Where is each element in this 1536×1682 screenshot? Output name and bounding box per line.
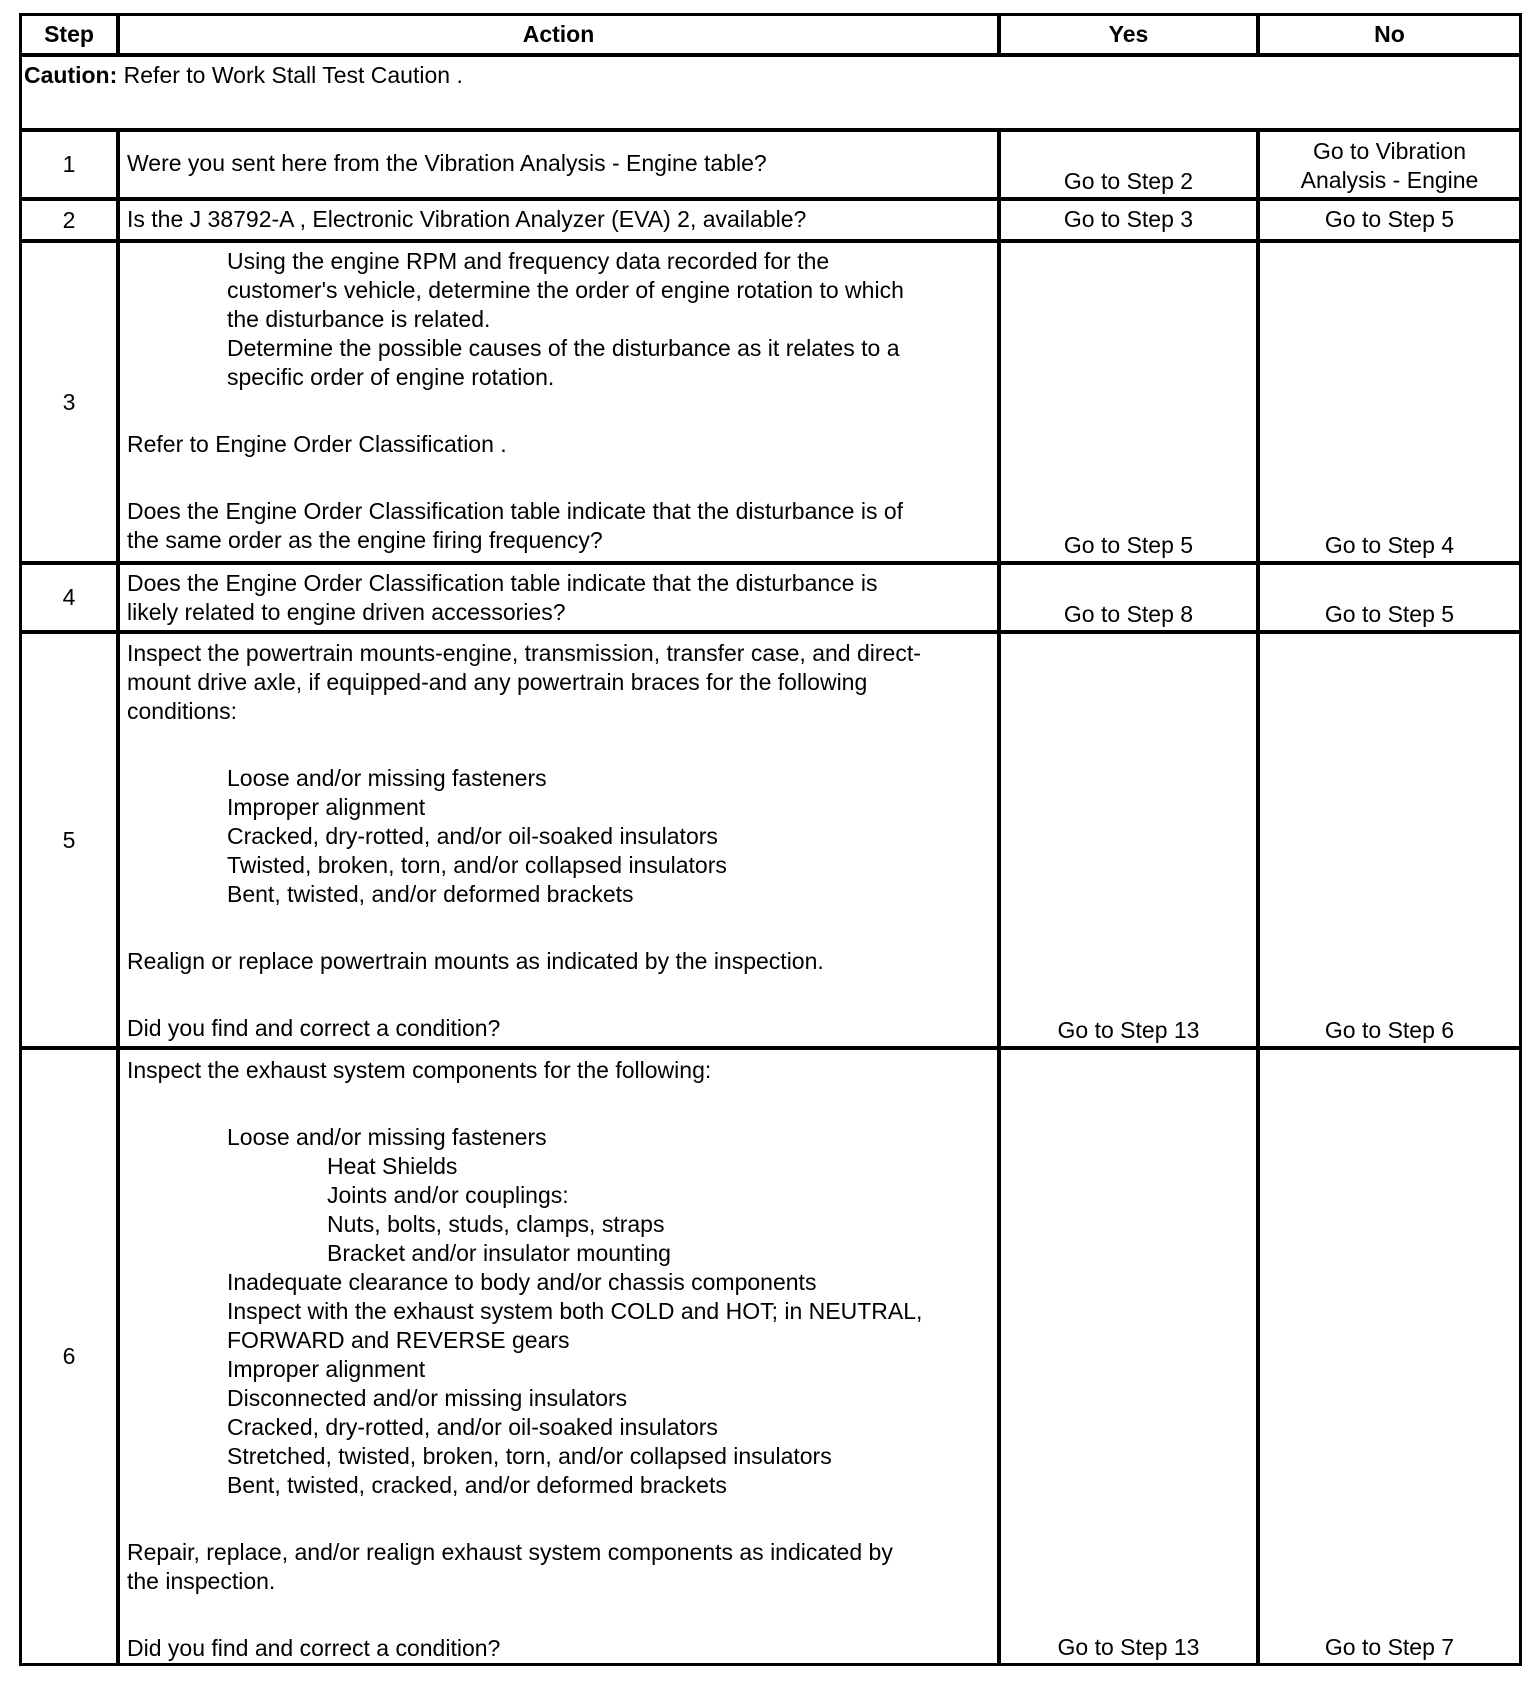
action-line: Were you sent here from the Vibration Analysis - Engine table? xyxy=(127,150,767,176)
action-line: Determine the possible causes of the disturbance as it relates to a xyxy=(227,335,900,361)
action-line: conditions: xyxy=(127,698,237,724)
action-line: the inspection. xyxy=(127,1568,276,1594)
yes-result xyxy=(1001,634,1256,1046)
no-text: Go to Step 5 xyxy=(1324,601,1455,627)
action-line: Inspect the exhaust system components for the following: xyxy=(127,1057,712,1083)
divider xyxy=(997,128,1001,1666)
action-line: Bent, twisted, and/or deformed brackets xyxy=(227,881,634,907)
action-line: mount drive axle, if equipped-and any powertrain braces for the following xyxy=(127,669,868,695)
action-line: Did you find and correct a condition? xyxy=(127,1635,501,1661)
action-line: Inadequate clearance to body and/or chassis components xyxy=(227,1269,817,1295)
divider xyxy=(19,1046,1522,1050)
header-action: Action xyxy=(522,21,595,47)
action-line: Joints and/or couplings: xyxy=(327,1182,569,1208)
no-text: Go to Vibration xyxy=(1312,138,1466,164)
divider xyxy=(116,13,120,57)
divider xyxy=(19,128,1522,132)
header-no: No xyxy=(1374,21,1405,47)
action-line: Did you find and correct a condition? xyxy=(127,1015,501,1041)
divider xyxy=(1256,128,1260,1666)
action-text xyxy=(120,639,997,1043)
step-number: 2 xyxy=(62,206,76,233)
action-line: Realign or replace powertrain mounts as indicated by the inspection. xyxy=(127,948,824,974)
no-result: Go to Step 5 xyxy=(1324,206,1455,232)
caution-label: Caution: xyxy=(24,62,118,88)
action-line: Disconnected and/or missing insulators xyxy=(227,1385,628,1411)
action-line: Refer to Engine Order Classification . xyxy=(127,431,507,457)
action-text xyxy=(120,1056,997,1663)
divider xyxy=(19,53,1522,57)
action-line: Inspect the powertrain mounts-engine, transmission, transfer case, and direct- xyxy=(127,640,921,666)
header-yes: Yes xyxy=(1108,21,1149,47)
yes-text: Go to Step 13 xyxy=(1057,1017,1200,1043)
no-result xyxy=(1260,634,1519,1046)
action-line: Improper alignment xyxy=(227,1356,426,1382)
action-line: the disturbance is related. xyxy=(227,306,491,332)
action-line: Bent, twisted, cracked, and/or deformed brackets xyxy=(227,1472,727,1498)
no-result xyxy=(1260,1050,1519,1663)
action-line: Bracket and/or insulator mounting xyxy=(327,1240,671,1266)
yes-text: Go to Step 8 xyxy=(1063,601,1194,627)
divider xyxy=(116,128,120,1666)
no-text: Go to Step 6 xyxy=(1324,1017,1455,1043)
action-text xyxy=(120,247,997,555)
no-text: Go to Step 4 xyxy=(1324,532,1455,558)
header-step: Step xyxy=(44,21,94,47)
divider xyxy=(19,561,1522,565)
action-line: Stretched, twisted, broken, torn, and/or collapsed insulators xyxy=(227,1443,832,1469)
divider xyxy=(997,13,1001,57)
action-line: Does the Engine Order Classification table indicate that the disturbance is of xyxy=(127,498,904,524)
no-text: Go to Step 7 xyxy=(1324,1634,1455,1660)
yes-result: Go to Step 3 xyxy=(1063,206,1194,232)
step-number: 4 xyxy=(62,584,76,610)
no-result xyxy=(1260,137,1519,197)
action-line: Nuts, bolts, studs, clamps, straps xyxy=(327,1211,665,1237)
action-line: Heat Shields xyxy=(327,1153,458,1179)
yes-text: Go to Step 13 xyxy=(1057,1634,1200,1660)
yes-text: Go to Step 5 xyxy=(1063,532,1194,558)
caution-text: Refer to Work Stall Test Caution . xyxy=(117,62,463,88)
yes-result xyxy=(1001,1050,1256,1663)
action-line: Inspect with the exhaust system both COLD and HOT; in NEUTRAL, xyxy=(227,1298,923,1324)
caution-note xyxy=(24,61,1514,91)
no-result xyxy=(1260,243,1519,561)
divider xyxy=(19,630,1522,634)
action-line: Cracked, dry-rotted, and/or oil-soaked insulators xyxy=(227,823,718,849)
action-text xyxy=(120,205,997,234)
action-line: Loose and/or missing fasteners xyxy=(227,765,547,791)
action-line: Twisted, broken, torn, and/or collapsed insulators xyxy=(227,852,727,878)
yes-result xyxy=(1001,565,1256,630)
diagnostic-table xyxy=(19,13,1522,1666)
action-line: Is the J 38792-A , Electronic Vibration Analyzer (EVA) 2, available? xyxy=(127,206,807,232)
action-line: Loose and/or missing fasteners xyxy=(227,1124,547,1150)
action-text xyxy=(120,149,997,178)
action-line: likely related to engine driven accessories? xyxy=(127,599,566,625)
action-line: Does the Engine Order Classification table indicate that the disturbance is xyxy=(127,570,878,596)
yes-text: Go to Step 2 xyxy=(1063,168,1194,194)
action-line: FORWARD and REVERSE gears xyxy=(227,1327,570,1353)
no-text: Analysis - Engine xyxy=(1300,167,1479,193)
action-line: Using the engine RPM and frequency data recorded for the xyxy=(227,248,830,274)
action-line: specific order of engine rotation. xyxy=(227,364,555,390)
action-line: Cracked, dry-rotted, and/or oil-soaked insulators xyxy=(227,1414,718,1440)
action-line: the same order as the engine firing frequency? xyxy=(127,527,603,553)
no-result xyxy=(1260,565,1519,630)
action-line: customer's vehicle, determine the order of engine rotation to which xyxy=(227,277,904,303)
action-line: Improper alignment xyxy=(227,794,426,820)
yes-result xyxy=(1001,132,1256,197)
divider xyxy=(1256,13,1260,57)
action-line: Repair, replace, and/or realign exhaust system components as indicated by xyxy=(127,1539,893,1565)
action-text xyxy=(120,569,997,627)
step-number: 3 xyxy=(62,388,76,415)
divider xyxy=(19,197,1522,201)
divider xyxy=(19,239,1522,243)
step-number: 6 xyxy=(62,1343,76,1369)
yes-result xyxy=(1001,243,1256,561)
step-number: 5 xyxy=(62,826,76,853)
step-number: 1 xyxy=(62,151,76,177)
